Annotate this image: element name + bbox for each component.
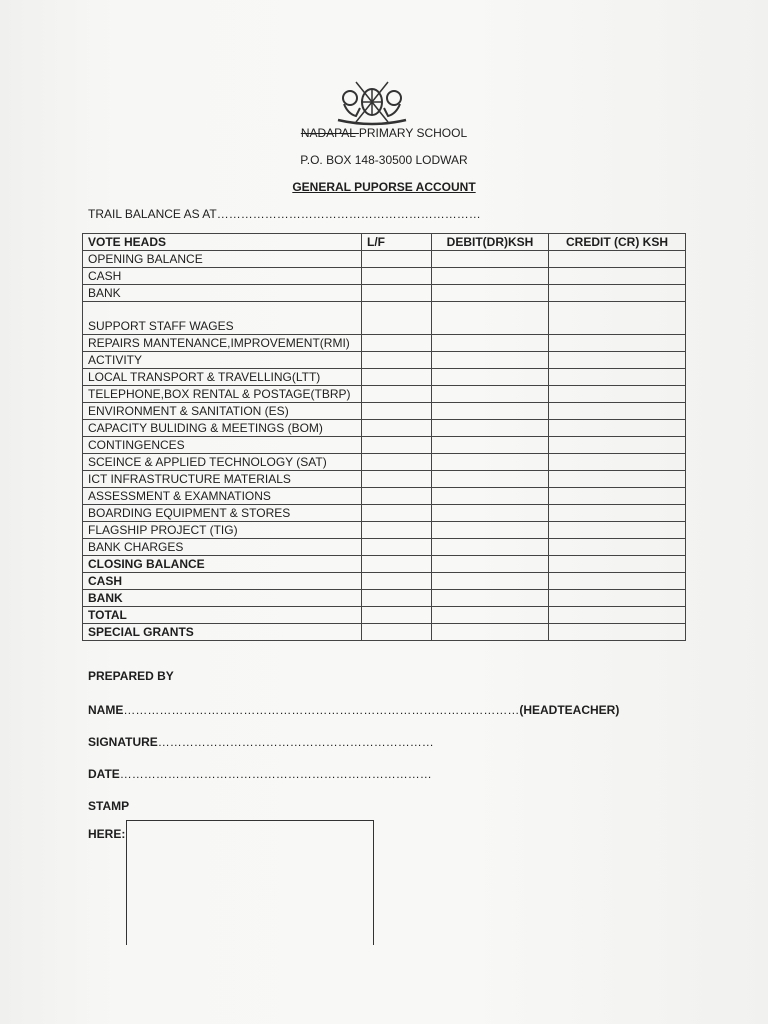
lf-cell[interactable]: [362, 505, 432, 522]
debit-cell[interactable]: [432, 352, 549, 369]
lf-cell[interactable]: [362, 454, 432, 471]
table-row: [83, 590, 686, 607]
debit-cell[interactable]: [432, 505, 549, 522]
debit-cell[interactable]: [432, 437, 549, 454]
name-label: NAME: [88, 703, 124, 717]
header-debit: DEBIT(DR)KSH: [432, 234, 549, 251]
school-name-rest: PRIMARY SCHOOL: [358, 126, 468, 140]
lf-cell[interactable]: [362, 335, 432, 352]
vote-head-label: BANK: [83, 590, 362, 607]
vote-head-label: OPENING BALANCE: [83, 251, 362, 268]
debit-cell[interactable]: [432, 454, 549, 471]
debit-cell[interactable]: [432, 590, 549, 607]
credit-cell[interactable]: [549, 437, 686, 454]
debit-cell[interactable]: [432, 386, 549, 403]
credit-cell[interactable]: [549, 369, 686, 386]
lf-cell[interactable]: [362, 624, 432, 641]
credit-cell[interactable]: [549, 607, 686, 624]
debit-cell[interactable]: [432, 285, 549, 302]
debit-cell[interactable]: [432, 251, 549, 268]
lf-cell[interactable]: [362, 573, 432, 590]
credit-cell[interactable]: [549, 590, 686, 607]
signature-field[interactable]: ……………………………………………………………: [157, 735, 434, 749]
lf-cell[interactable]: [362, 403, 432, 420]
vote-head-label: FLAGSHIP PROJECT (TIG): [83, 522, 362, 539]
school-name: [0, 126, 768, 140]
debit-cell[interactable]: [432, 302, 549, 335]
prepared-by-label: PREPARED BY: [88, 669, 174, 683]
credit-cell[interactable]: [549, 505, 686, 522]
vote-head-label: SUPPORT STAFF WAGES: [83, 302, 362, 335]
lf-cell[interactable]: [362, 251, 432, 268]
table-row: [83, 624, 686, 641]
vote-head-label: SPECIAL GRANTS: [83, 624, 362, 641]
vote-head-label: REPAIRS MANTENANCE,IMPROVEMENT(RMI): [83, 335, 362, 352]
signature-label: SIGNATURE: [88, 735, 158, 749]
debit-cell[interactable]: [432, 488, 549, 505]
table-row: [83, 556, 686, 573]
vote-head-label: CONTINGENCES: [83, 437, 362, 454]
vote-head-label: BANK: [83, 285, 362, 302]
table-row: [83, 335, 686, 352]
table-row: [83, 522, 686, 539]
credit-cell[interactable]: [549, 285, 686, 302]
lf-cell[interactable]: [362, 488, 432, 505]
stamp-box[interactable]: [126, 820, 374, 945]
lf-cell[interactable]: [362, 369, 432, 386]
credit-cell[interactable]: [549, 352, 686, 369]
date-line: [88, 767, 432, 781]
table-row: [83, 285, 686, 302]
credit-cell[interactable]: [549, 471, 686, 488]
table-row: [83, 369, 686, 386]
debit-cell[interactable]: [432, 369, 549, 386]
vote-head-label: LOCAL TRANSPORT & TRAVELLING(LTT): [83, 369, 362, 386]
lf-cell[interactable]: [362, 471, 432, 488]
header-credit: CREDIT (CR) KSH: [549, 234, 686, 251]
name-line: [88, 703, 619, 717]
table-row: [83, 251, 686, 268]
here-label: HERE:: [88, 827, 126, 841]
lf-cell[interactable]: [362, 420, 432, 437]
header-lf: L/F: [362, 234, 432, 251]
lf-cell[interactable]: [362, 285, 432, 302]
credit-cell[interactable]: [549, 454, 686, 471]
lf-cell[interactable]: [362, 268, 432, 285]
lf-cell[interactable]: [362, 302, 432, 335]
name-role: (HEADTEACHER): [519, 703, 620, 717]
credit-cell[interactable]: [549, 251, 686, 268]
table-header-row: [83, 234, 686, 251]
account-title: GENERAL PUPORSE ACCOUNT: [292, 180, 476, 194]
debit-cell[interactable]: [432, 471, 549, 488]
credit-cell[interactable]: [549, 386, 686, 403]
table-row: [83, 352, 686, 369]
coat-of-arms-icon: [330, 78, 414, 126]
trial-balance-table: [82, 233, 686, 641]
table-row: [83, 437, 686, 454]
debit-cell[interactable]: [432, 522, 549, 539]
credit-cell[interactable]: [549, 556, 686, 573]
debit-cell[interactable]: [432, 607, 549, 624]
table-row: [83, 488, 686, 505]
table-row: [83, 420, 686, 437]
debit-cell[interactable]: [432, 556, 549, 573]
debit-cell[interactable]: [432, 624, 549, 641]
lf-cell[interactable]: [362, 352, 432, 369]
credit-cell[interactable]: [549, 335, 686, 352]
credit-cell[interactable]: [549, 539, 686, 556]
name-field[interactable]: ………………………………………………………………………………………: [123, 703, 520, 717]
table-row: [83, 403, 686, 420]
credit-cell[interactable]: [549, 488, 686, 505]
lf-cell[interactable]: [362, 386, 432, 403]
vote-head-label: ASSESSMENT & EXAMNATIONS: [83, 488, 362, 505]
vote-head-label: SCEINCE & APPLIED TECHNOLOGY (SAT): [83, 454, 362, 471]
debit-cell[interactable]: [432, 268, 549, 285]
vote-head-label: CLOSING BALANCE: [83, 556, 362, 573]
stamp-label: STAMP: [88, 799, 130, 813]
credit-cell[interactable]: [549, 573, 686, 590]
credit-cell[interactable]: [549, 420, 686, 437]
vote-head-label: TELEPHONE,BOX RENTAL & POSTAGE(TBRP): [83, 386, 362, 403]
debit-cell[interactable]: [432, 573, 549, 590]
date-label: DATE: [88, 767, 120, 781]
debit-cell[interactable]: [432, 403, 549, 420]
credit-cell[interactable]: [549, 268, 686, 285]
table-row: [83, 302, 686, 335]
lf-cell[interactable]: [362, 522, 432, 539]
lf-cell[interactable]: [362, 590, 432, 607]
credit-cell[interactable]: [549, 522, 686, 539]
postal-address: P.O. BOX 148-30500 LODWAR: [300, 153, 468, 167]
credit-cell[interactable]: [549, 403, 686, 420]
lf-cell[interactable]: [362, 607, 432, 624]
header-vote-heads: VOTE HEADS: [83, 234, 362, 251]
table-row: [83, 471, 686, 488]
vote-head-label: TOTAL: [83, 607, 362, 624]
signature-line: [88, 735, 434, 749]
vote-head-label: ICT INFRASTRUCTURE MATERIALS: [83, 471, 362, 488]
debit-cell[interactable]: [432, 539, 549, 556]
debit-cell[interactable]: [432, 335, 549, 352]
vote-head-label: BANK CHARGES: [83, 539, 362, 556]
table-row: [83, 454, 686, 471]
vote-head-label: CASH: [83, 573, 362, 590]
credit-cell[interactable]: [549, 624, 686, 641]
table-row: [83, 539, 686, 556]
vote-head-label: BOARDING EQUIPMENT & STORES: [83, 505, 362, 522]
lf-cell[interactable]: [362, 539, 432, 556]
vote-head-label: ACTIVITY: [83, 352, 362, 369]
lf-cell[interactable]: [362, 437, 432, 454]
vote-head-label: CAPACITY BULIDING & MEETINGS (BOM): [83, 420, 362, 437]
table-row: [83, 573, 686, 590]
debit-cell[interactable]: [432, 420, 549, 437]
table-row: [83, 505, 686, 522]
vote-head-label: CASH: [83, 268, 362, 285]
credit-cell[interactable]: [549, 302, 686, 335]
date-field[interactable]: ……………………………………………………………………: [119, 767, 432, 781]
table-row: [83, 268, 686, 285]
school-name-struck: NADAPAL: [300, 126, 359, 140]
vote-head-label: ENVIRONMENT & SANITATION (ES): [83, 403, 362, 420]
lf-cell[interactable]: [362, 556, 432, 573]
table-row: [83, 386, 686, 403]
trial-balance-date-line: TRAIL BALANCE AS AT…………………………………………………………: [88, 207, 481, 221]
table-row: [83, 607, 686, 624]
